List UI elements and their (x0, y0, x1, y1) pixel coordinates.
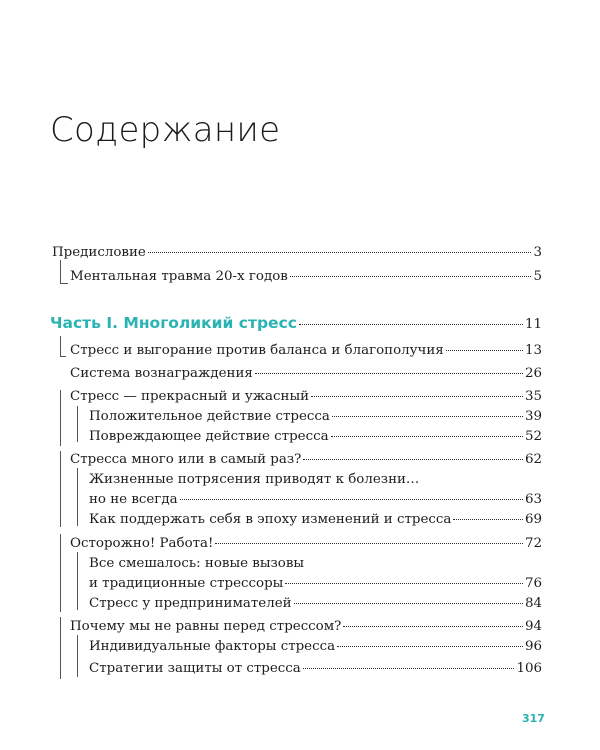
leader-dots (290, 276, 532, 277)
toc-entry-title: Осторожно! Работа! (70, 536, 214, 551)
leader-dots (215, 543, 523, 544)
toc-entry[interactable] (70, 535, 542, 553)
toc-entry[interactable] (70, 365, 542, 383)
toc-subentry[interactable] (89, 491, 542, 509)
toc-entry[interactable] (70, 618, 542, 636)
leader-dots (453, 519, 523, 520)
toc-bracket-line (60, 336, 61, 356)
toc-subentry-line: Жизненные потрясения приводят к болезни… (89, 472, 420, 487)
toc-entry-page: 96 (524, 639, 542, 654)
toc-bracket-line (77, 468, 78, 526)
toc-subentry-line: Все смешалось: новые вызовы (89, 556, 305, 571)
leader-dots (343, 626, 523, 627)
toc-entry-page: 26 (524, 366, 542, 381)
toc-subentry[interactable] (89, 428, 542, 446)
toc-entry-title: Индивидуальные факторы стресса (89, 639, 336, 654)
toc-part-heading[interactable] (50, 314, 542, 334)
toc-entry-title: Стресса много или в самый раз? (70, 452, 302, 467)
toc-bracket-line (60, 260, 61, 284)
toc-entry[interactable] (70, 342, 542, 360)
toc-entry-page: 62 (524, 452, 542, 467)
leader-dots (299, 324, 523, 325)
toc-entry-page: 52 (524, 429, 542, 444)
toc-subentry[interactable] (89, 408, 542, 426)
leader-dots (303, 459, 523, 460)
toc-entry-page: 3 (533, 245, 542, 260)
toc-bracket-line (77, 552, 78, 610)
toc-entry-page: 5 (533, 269, 542, 284)
toc-entry-title: Как поддержать себя в эпоху изменений и стресса (89, 512, 452, 527)
toc-entry-page: 35 (524, 389, 542, 404)
page-title: Содержание (50, 110, 281, 150)
toc-entry-page: 76 (524, 576, 542, 591)
toc-entry-title: Положительное действие стресса (89, 409, 330, 424)
toc-entry-title: Система вознаграждения (70, 366, 253, 381)
toc-subentry[interactable] (89, 660, 542, 678)
leader-dots (332, 416, 523, 417)
toc-entry-page: 106 (516, 661, 542, 676)
toc-entry-title: и традиционные стрессоры (89, 576, 284, 591)
toc-subentry[interactable] (89, 638, 542, 656)
toc-entry-title: Стресс — прекрасный и ужасный (70, 389, 310, 404)
page-number: 317 (522, 712, 545, 725)
toc-entry-page: 39 (524, 409, 542, 424)
toc-bracket-line (60, 356, 66, 357)
toc-bracket-line (60, 283, 68, 284)
leader-dots (331, 436, 523, 437)
toc-entry-page: 94 (524, 619, 542, 634)
toc-entry-title: Почему мы не равны перед стрессом? (70, 619, 342, 634)
toc-entry-title: Повреждающее действие стресса (89, 429, 329, 444)
toc-entry-title: Стресс и выгорание против баланса и благополучия (70, 343, 444, 358)
toc-bracket-line (60, 390, 61, 446)
leader-dots (255, 373, 523, 374)
toc-subentry[interactable] (89, 595, 542, 613)
toc-part-title: Часть I. Многоликий стресс (50, 314, 297, 332)
toc-entry-title: Стратегии защиты от стресса (89, 661, 301, 676)
leader-dots (303, 668, 515, 669)
leader-dots (285, 583, 523, 584)
toc-entry[interactable] (70, 451, 542, 469)
leader-dots (337, 646, 523, 647)
toc-subentry[interactable] (89, 575, 542, 593)
leader-dots (180, 499, 523, 500)
toc-bracket-line (60, 534, 61, 612)
leader-dots (446, 350, 523, 351)
toc-entry-title: Ментальная травма 20-х годов (70, 269, 288, 284)
toc-bracket-line (77, 635, 78, 677)
toc-entry-title: но не всегда (89, 492, 178, 507)
toc-entry-title: Стресс у предпринимателей (89, 596, 292, 611)
toc-entry-preface[interactable] (52, 244, 542, 262)
toc-entry-page: 84 (524, 596, 542, 611)
toc-entry-page: 72 (524, 536, 542, 551)
toc-entry-page: 69 (524, 512, 542, 527)
toc-entry-page: 63 (524, 492, 542, 507)
toc-bracket-line (60, 451, 61, 527)
leader-dots (148, 252, 532, 253)
toc-entry-trauma[interactable] (70, 268, 542, 286)
leader-dots (311, 396, 523, 397)
toc-bracket-line (77, 406, 78, 442)
toc-entry-title: Предисловие (52, 245, 146, 260)
toc-subentry[interactable] (89, 511, 542, 529)
toc-bracket-line (60, 617, 61, 679)
toc-entry-page: 13 (524, 343, 542, 358)
leader-dots (294, 603, 523, 604)
toc-entry-page: 11 (524, 317, 542, 332)
toc-entry[interactable] (70, 388, 542, 406)
